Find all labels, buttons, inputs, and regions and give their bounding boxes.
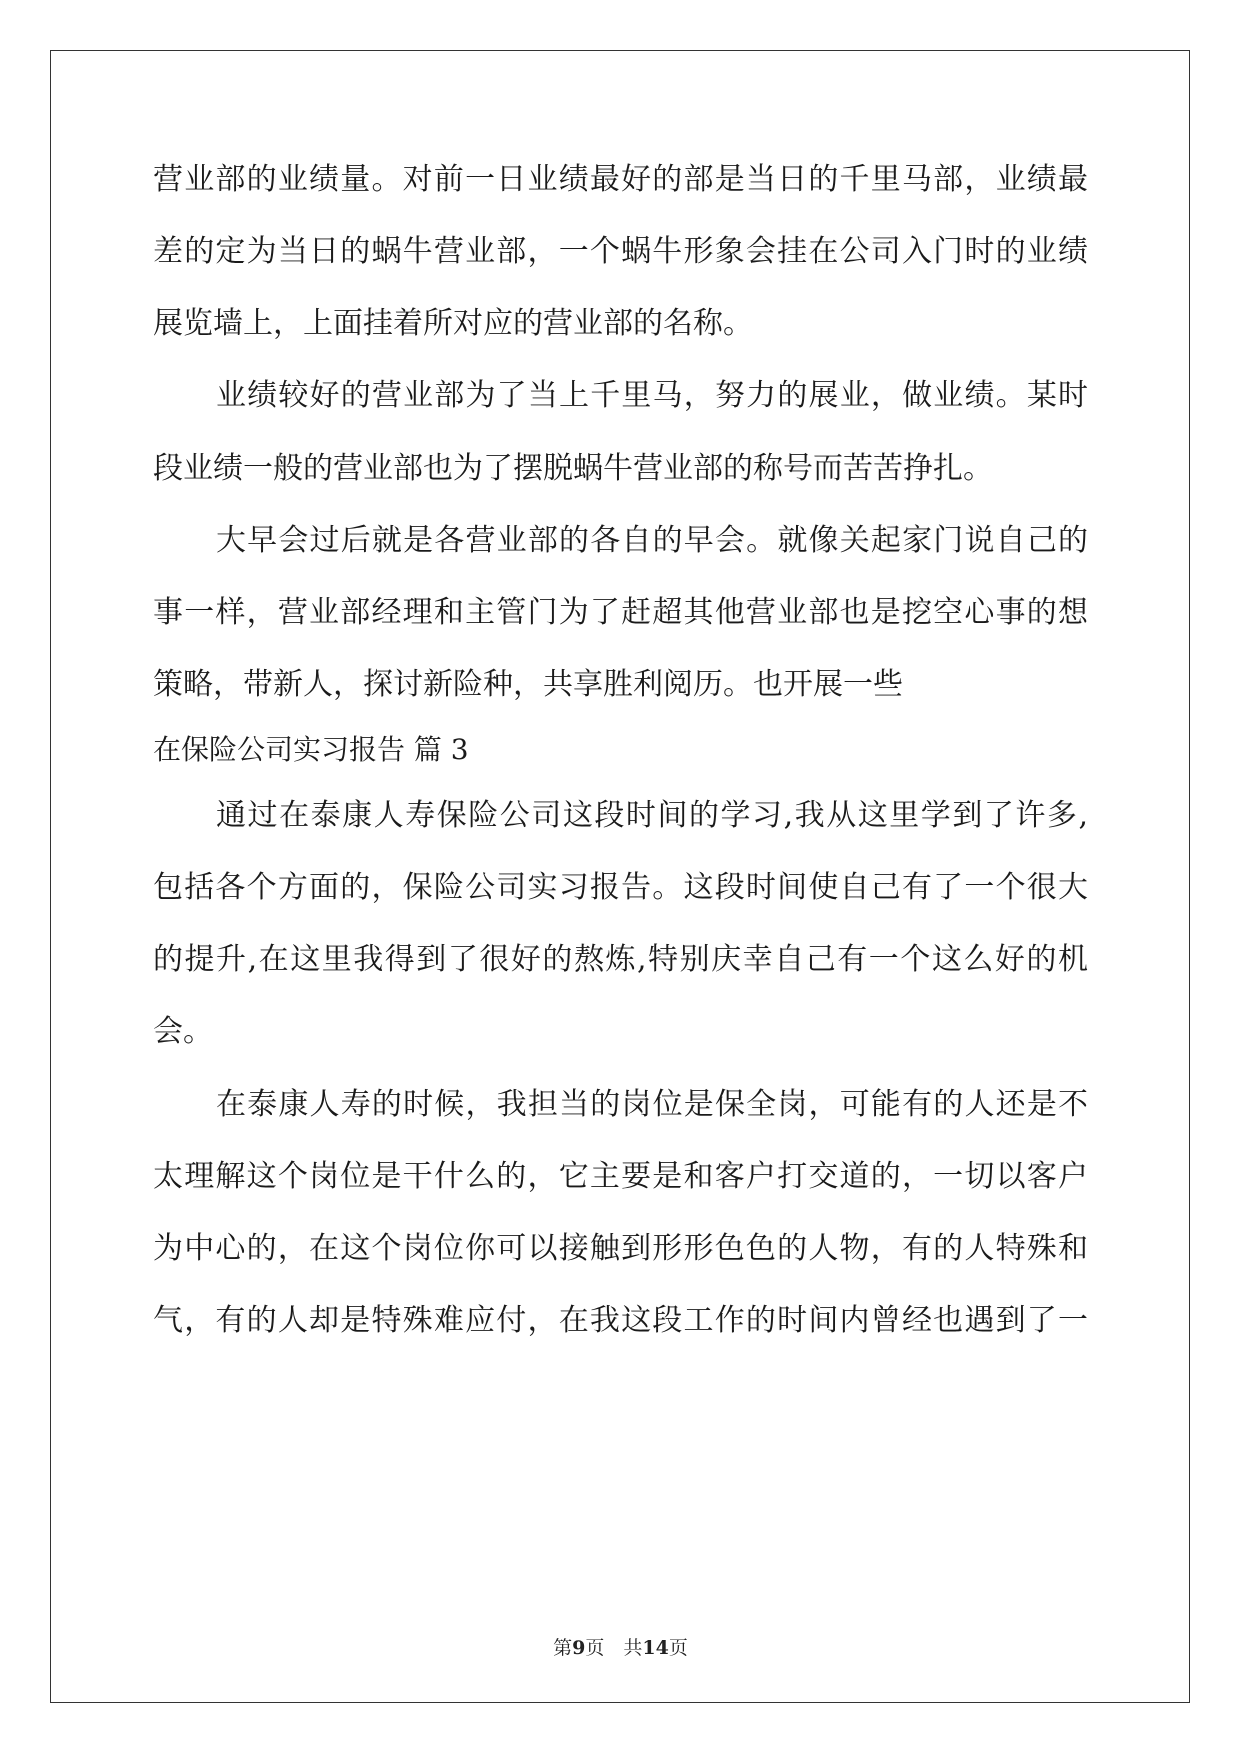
text-line: 业绩较好的营业部为了当上千里马，努力的展业，做业绩。某时 [216, 378, 1088, 413]
footer-middle: 页 共 [585, 1637, 643, 1659]
text-line: 太理解这个岗位是干什么的，它主要是和客户打交道的，一切以客户 [153, 1159, 1088, 1194]
footer-prefix: 第 [553, 1637, 573, 1659]
text-line: 包括各个方面的，保险公司实习报告。这段时间使自己有了一个很大 [153, 870, 1088, 905]
footer-suffix: 页 [668, 1637, 688, 1659]
text-line: 展览墙上，上面挂着所对应的营业部的名称。 [153, 306, 753, 341]
current-page-number: 9 [572, 1637, 586, 1659]
page-footer [0, 1633, 1241, 1660]
text-line: 大早会过后就是各营业部的各自的早会。就像关起家门说自己的 [216, 523, 1088, 558]
text-line: 为中心的，在这个岗位你可以接触到形形色色的人物，有的人特殊和 [153, 1231, 1088, 1266]
text-line: 的提升,在这里我得到了很好的熬炼,特别庆幸自己有一个这么好的机 [153, 942, 1088, 977]
text-line: 通过在泰康人寿保险公司这段时间的学习,我从这里学到了许多, [216, 798, 1088, 833]
text-line: 气，有的人却是特殊难应付，在我这段工作的时间内曾经也遇到了一 [153, 1303, 1088, 1338]
text-line: 营业部的业绩量。对前一日业绩最好的部是当日的千里马部，业绩最 [153, 162, 1088, 197]
text-line: 会。 [153, 1014, 213, 1049]
text-line: 事一样，营业部经理和主管门为了赶超其他营业部也是挖空心事的想 [153, 595, 1088, 630]
total-page-count: 14 [642, 1637, 669, 1659]
text-line: 策略，带新人，探讨新险种，共享胜利阅历。也开展一些 [153, 667, 903, 702]
section-heading: 在保险公司实习报告 篇 3 [153, 733, 469, 766]
text-line: 在泰康人寿的时候，我担当的岗位是保全岗，可能有的人还是不 [216, 1087, 1088, 1122]
text-line: 段业绩一般的营业部也为了摆脱蜗牛营业部的称号而苦苦挣扎。 [153, 451, 993, 486]
text-line: 差的定为当日的蜗牛营业部，一个蜗牛形象会挂在公司入门时的业绩 [153, 234, 1088, 269]
